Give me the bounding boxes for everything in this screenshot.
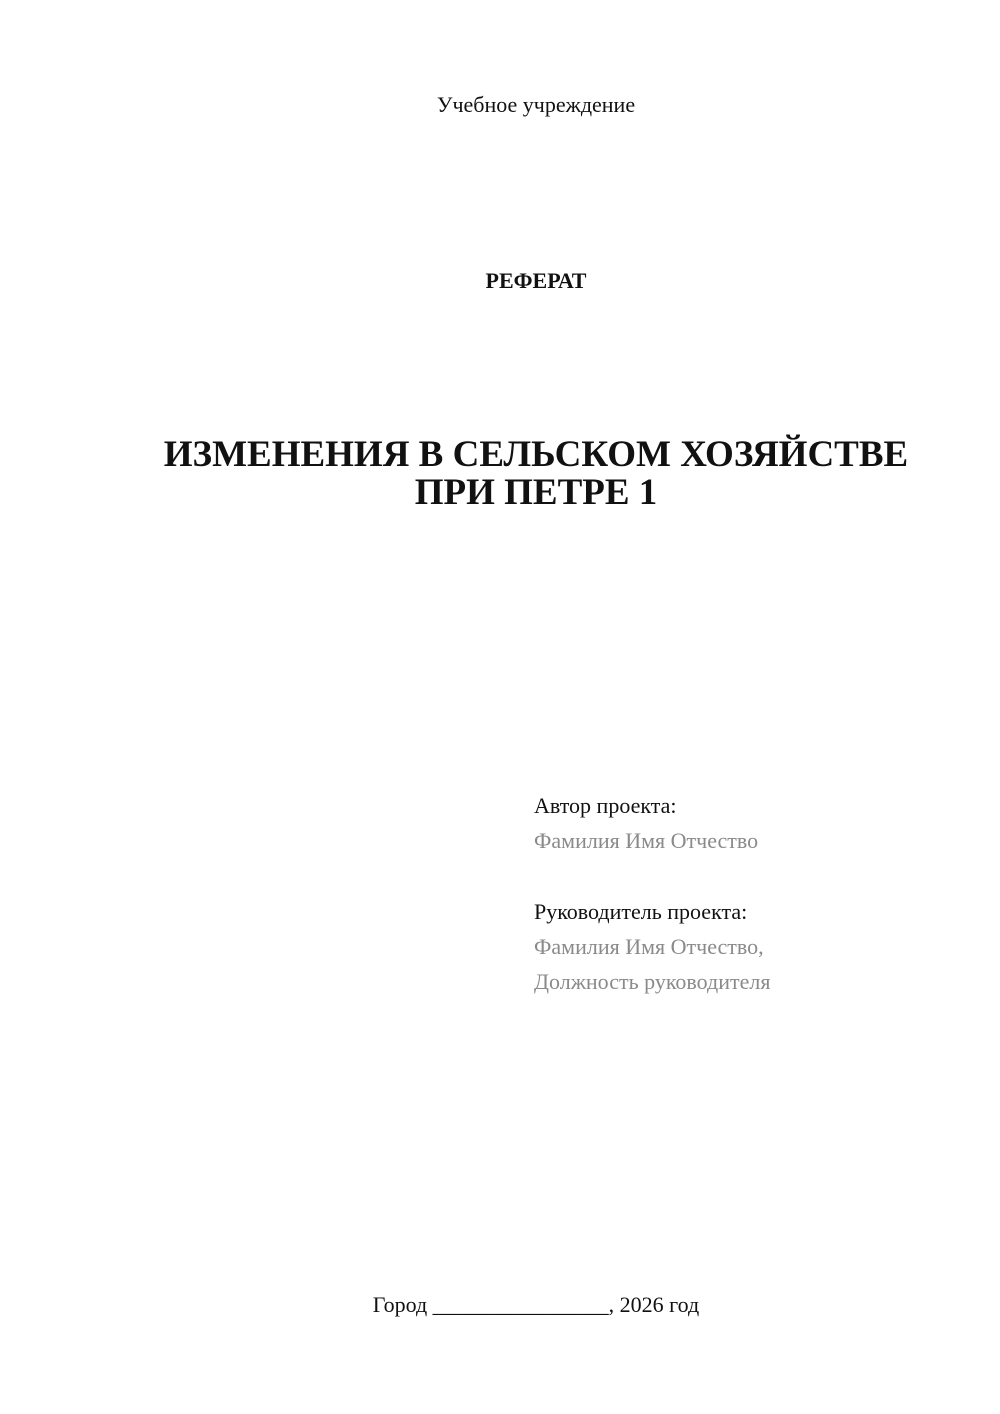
city-year-line: Город ________________, 2026 год xyxy=(372,1292,700,1317)
document-type: РЕФЕРАТ xyxy=(485,268,587,293)
document-title xyxy=(0,436,1000,512)
author-label: Автор проекта: xyxy=(534,793,677,818)
project-info-block xyxy=(534,788,770,999)
title-line-2: ПРИ ПЕТРЕ 1 xyxy=(414,472,658,513)
author-name: Фамилия Имя Отчество xyxy=(534,828,759,853)
supervisor-name: Фамилия Имя Отчество, xyxy=(534,934,764,959)
supervisor-position: Должность руководителя xyxy=(534,969,771,994)
supervisor-label: Руководитель проекта: xyxy=(534,899,748,924)
info-spacer xyxy=(534,858,770,894)
institution-name: Учебное учреждение xyxy=(436,92,636,117)
title-line-1: ИЗМЕНЕНИЯ В СЕЛЬСКОМ ХОЗЯЙСТВЕ xyxy=(163,434,909,475)
